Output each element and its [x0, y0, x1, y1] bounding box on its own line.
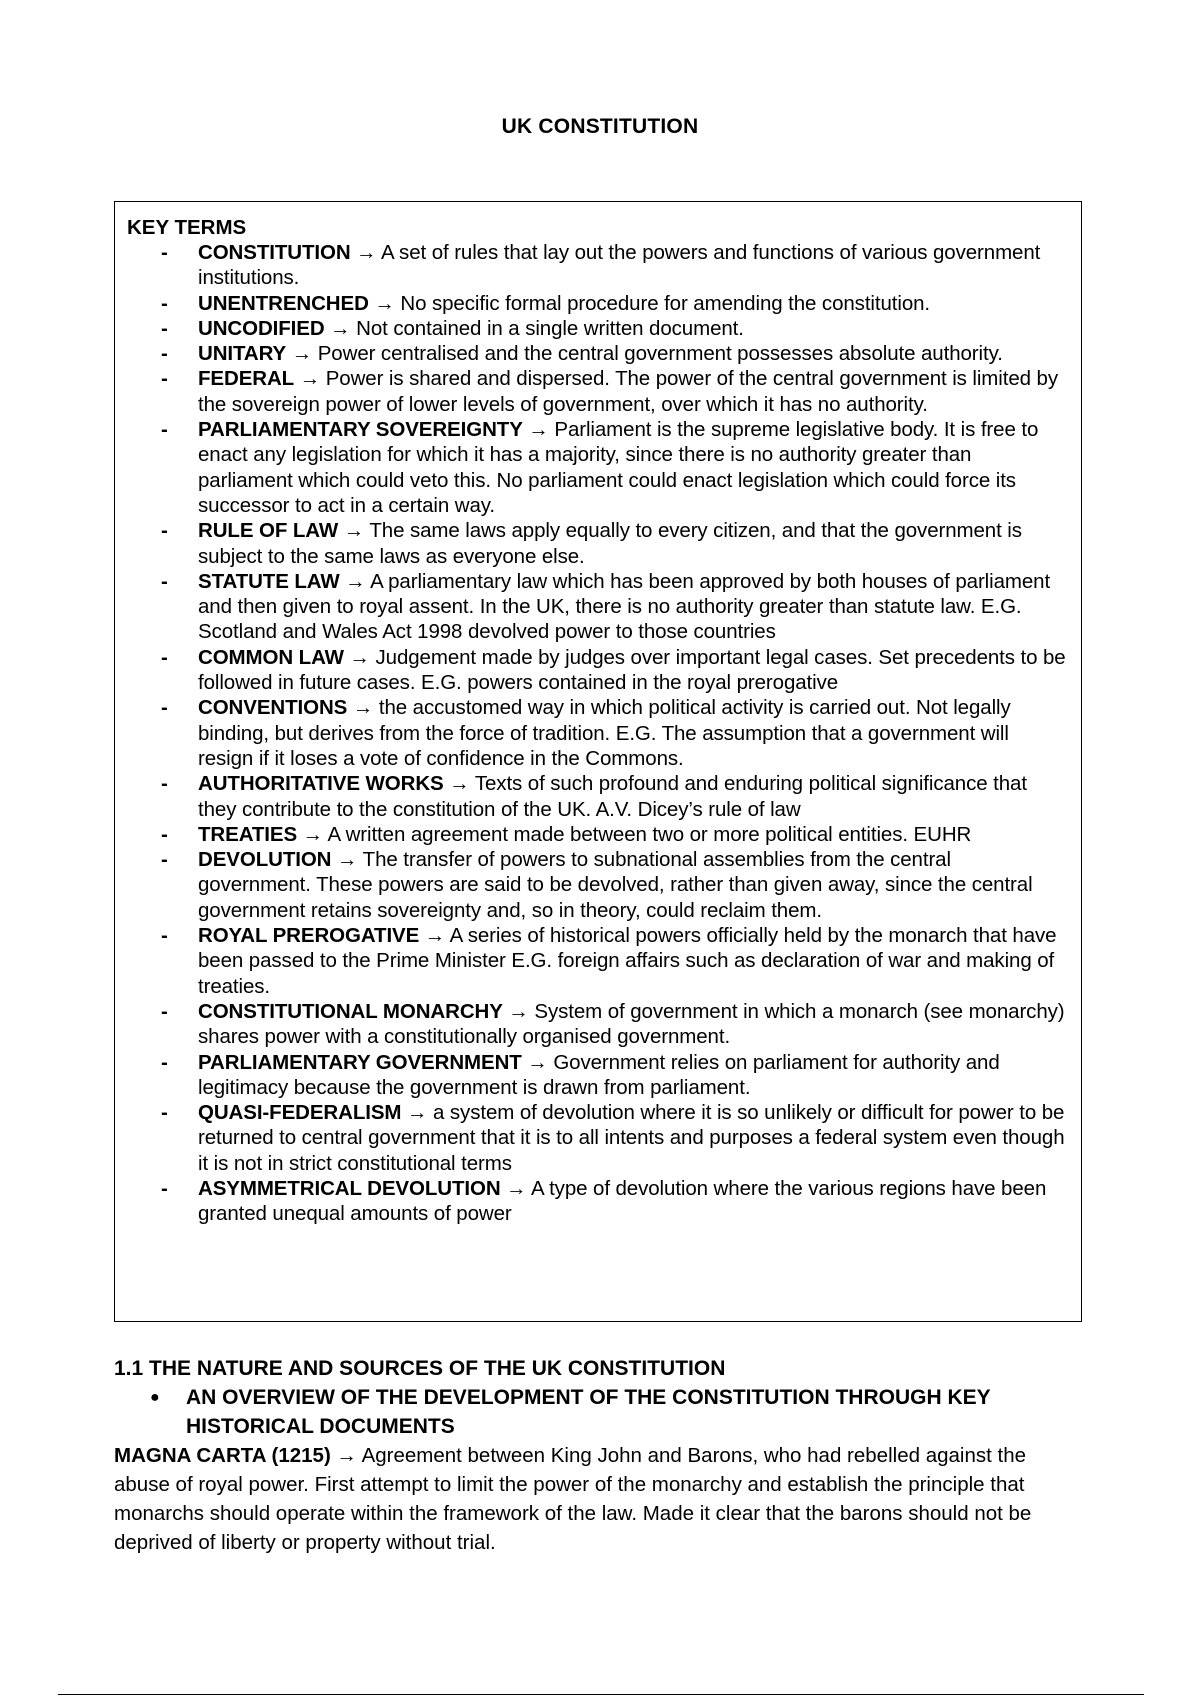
key-term-definition: Judgement made by judges over important legal cases. Set precedents to be followed in future cases. E.G. powers contained in the royal prerogative — [198, 645, 1066, 695]
key-term-name: UNITARY — [198, 342, 287, 366]
key-term-item — [127, 240, 1069, 291]
bullet-dash-icon: - — [161, 241, 168, 264]
key-term-item — [127, 569, 1069, 645]
bullet-dot-icon: ● — [150, 1389, 160, 1406]
bullet-dash-icon: - — [161, 848, 168, 872]
key-term-name: TREATIES — [198, 822, 298, 846]
section-heading: 1.1 THE NATURE AND SOURCES OF THE UK CONSTITUTION — [114, 1357, 726, 1380]
bullet-dash-icon: - — [161, 696, 168, 720]
bullet-dash-icon: - — [161, 316, 168, 340]
key-term-definition: The transfer of powers to subnational assemblies from the central government. These powers are said to be devolved, rather than given away, since the central government retains sovereignty and, so in theory, could reclaim them. — [198, 848, 1033, 922]
key-term-name: STATUTE LAW — [198, 569, 340, 593]
key-term-definition: Power is shared and dispersed. The power of the central government is limited by the sovereign power of lower levels of government, over which it has no authority. — [198, 367, 1058, 416]
key-term-item — [127, 1100, 1069, 1176]
key-term-item — [127, 291, 1069, 316]
key-term-definition: Not contained in a single written document. — [356, 316, 744, 340]
key-term-definition: A written agreement made between two or more political entities. EUHR — [327, 822, 972, 846]
key-terms-list — [127, 240, 1069, 1227]
key-term-arrow: → — [522, 418, 555, 442]
key-term-name: PARLIAMENTARY GOVERNMENT — [198, 1050, 522, 1074]
bullet-dash-icon: - — [161, 1176, 168, 1200]
key-term-arrow: → — [297, 822, 328, 846]
bullet-dash-icon: - — [161, 999, 168, 1023]
key-term-definition: The same laws apply equally to every citizen, and that the government is subject to the same laws as everyone else. — [198, 519, 1022, 568]
bullet-dash-icon: - — [161, 291, 168, 315]
key-term-name: CONSTITUTION — [198, 241, 351, 264]
key-term-name: DEVOLUTION — [198, 848, 332, 872]
key-term-definition: A series of historical powers officially held by the monarch that have been passed to the Prime Minister E.G. foreign affairs such as declaration of war and making of treaties. — [198, 924, 1057, 998]
section-bullet-text: AN OVERVIEW OF THE DEVELOPMENT OF THE CONSTITUTION THROUGH KEY HISTORICAL DOCUMENTS — [186, 1386, 991, 1438]
key-term-name: COMMON LAW — [198, 645, 344, 669]
key-term-item — [127, 822, 1069, 847]
key-term-item — [127, 847, 1069, 923]
key-term-arrow: → — [401, 1101, 433, 1125]
key-term-name: QUASI-FEDERALISM — [198, 1101, 402, 1125]
key-term-name: FEDERAL — [198, 367, 295, 391]
key-term-item — [127, 366, 1069, 417]
key-term-definition: System of government in which a monarch (see monarchy) shares power with a constitutionally organised government. — [198, 999, 1065, 1049]
key-term-definition: Power centralised and the central government possesses absolute authority. — [317, 342, 1003, 366]
key-term-item — [127, 999, 1069, 1050]
key-term-definition: Government relies on parliament for authority and legitimacy because the government is drawn from parliament. — [198, 1050, 1000, 1099]
key-term-arrow: → — [324, 316, 357, 340]
key-terms-box — [114, 201, 1082, 1322]
key-term-definition: Parliament is the supreme legislative body. It is free to enact any legislation for which it has a majority, since there is no authority greater than parliament which could veto this. No parliament could enact legislation which could force its successor to act in a certain way. — [198, 418, 1039, 517]
key-term-name: AUTHORITATIVE WORKS — [198, 772, 444, 796]
key-term-item — [127, 923, 1069, 999]
key-term-name: CONSTITUTIONAL MONARCHY — [198, 999, 503, 1023]
key-term-arrow: → — [350, 241, 382, 264]
key-term-definition: a system of devolution where it is so unlikely or difficult for power to be returned to central government that it is to all intents and purposes a federal system even though it is not in strict constitutional terms — [198, 1101, 1065, 1175]
bullet-dash-icon: - — [161, 924, 168, 948]
key-term-arrow: → — [331, 848, 363, 872]
section-bullet — [114, 1383, 1082, 1441]
key-term-arrow: → — [419, 924, 450, 948]
page-title: UK CONSTITUTION — [501, 115, 699, 138]
key-term-definition: A parliamentary law which has been approved by both houses of parliament and then given to royal assent. In the UK, there is no authority greater than statute law. E.G. Scotland and Wales Act 1998 devolved power to those countries — [198, 569, 1051, 644]
key-term-item — [127, 417, 1069, 518]
bullet-dash-icon: - — [161, 772, 168, 796]
key-term-arrow: → — [343, 645, 376, 669]
key-term-arrow: → — [347, 696, 379, 720]
key-term-name: UNCODIFIED — [198, 316, 325, 340]
key-term-name: CONVENTIONS — [198, 696, 348, 720]
bullet-dash-icon: - — [161, 342, 168, 366]
paragraph-term: MAGNA CARTA (1215) — [114, 1444, 331, 1467]
bullet-dash-icon: - — [161, 645, 168, 669]
magna-carta-paragraph — [114, 1441, 1082, 1557]
footer-divider — [58, 1694, 1144, 1695]
key-term-item — [127, 518, 1069, 569]
key-term-arrow: → — [368, 291, 401, 315]
key-term-arrow: → — [443, 772, 475, 796]
bullet-dash-icon: - — [161, 1101, 168, 1125]
key-term-arrow: → — [294, 367, 326, 391]
key-term-item — [127, 341, 1069, 366]
bullet-dash-icon: - — [161, 569, 168, 593]
paragraph-text: Agreement between King John and Barons, who had rebelled against the abuse of royal power. First attempt to limit the power of the monarchy and establish the principle that monarchs should operate within the framework of the law. Made it clear that the barons should not be deprived of liberty or property without trial. — [114, 1444, 1032, 1554]
key-term-arrow: → — [521, 1050, 554, 1074]
key-term-arrow: → — [500, 1176, 532, 1200]
key-term-item — [127, 645, 1069, 696]
bullet-dash-icon: - — [161, 418, 168, 442]
key-term-item — [127, 771, 1069, 822]
key-term-item — [127, 1050, 1069, 1101]
key-term-arrow: → — [339, 569, 371, 593]
key-term-name: UNENTRENCHED — [198, 291, 369, 315]
bullet-dash-icon: - — [161, 367, 168, 391]
bullet-dash-icon: - — [161, 1050, 168, 1074]
paragraph-arrow: → — [330, 1444, 362, 1467]
key-term-definition: the accustomed way in which political activity is carried out. Not legally binding, but derives from the force of tradition. E.G. The assumption that a government will resign if it loses a vote of confidence in the Commons. — [198, 696, 1011, 770]
key-term-item — [127, 1176, 1069, 1227]
section-1-1 — [114, 1354, 1082, 1557]
key-term-name: ASYMMETRICAL DEVOLUTION — [198, 1176, 501, 1200]
key-term-definition: A set of rules that lay out the powers and functions of various government institutions. — [198, 241, 1041, 290]
key-terms-heading: KEY TERMS — [127, 216, 247, 239]
key-term-definition: Texts of such profound and enduring political significance that they contribute to the constitution of the UK. A.V. Dicey’s rule of law — [198, 772, 1027, 821]
key-term-item — [127, 316, 1069, 341]
key-term-name: RULE OF LAW — [198, 519, 339, 543]
key-term-definition: No specific formal procedure for amending the constitution. — [400, 291, 931, 315]
key-term-name: PARLIAMENTARY SOVEREIGNTY — [198, 418, 523, 442]
key-term-item — [127, 695, 1069, 771]
key-term-arrow: → — [338, 519, 370, 543]
bullet-dash-icon: - — [161, 519, 168, 543]
key-term-name: ROYAL PREROGATIVE — [198, 924, 420, 948]
key-term-arrow: → — [286, 342, 318, 366]
bullet-dash-icon: - — [161, 822, 168, 846]
key-term-definition: A type of devolution where the various regions have been granted unequal amounts of power — [198, 1176, 1047, 1226]
key-term-arrow: → — [502, 999, 535, 1023]
